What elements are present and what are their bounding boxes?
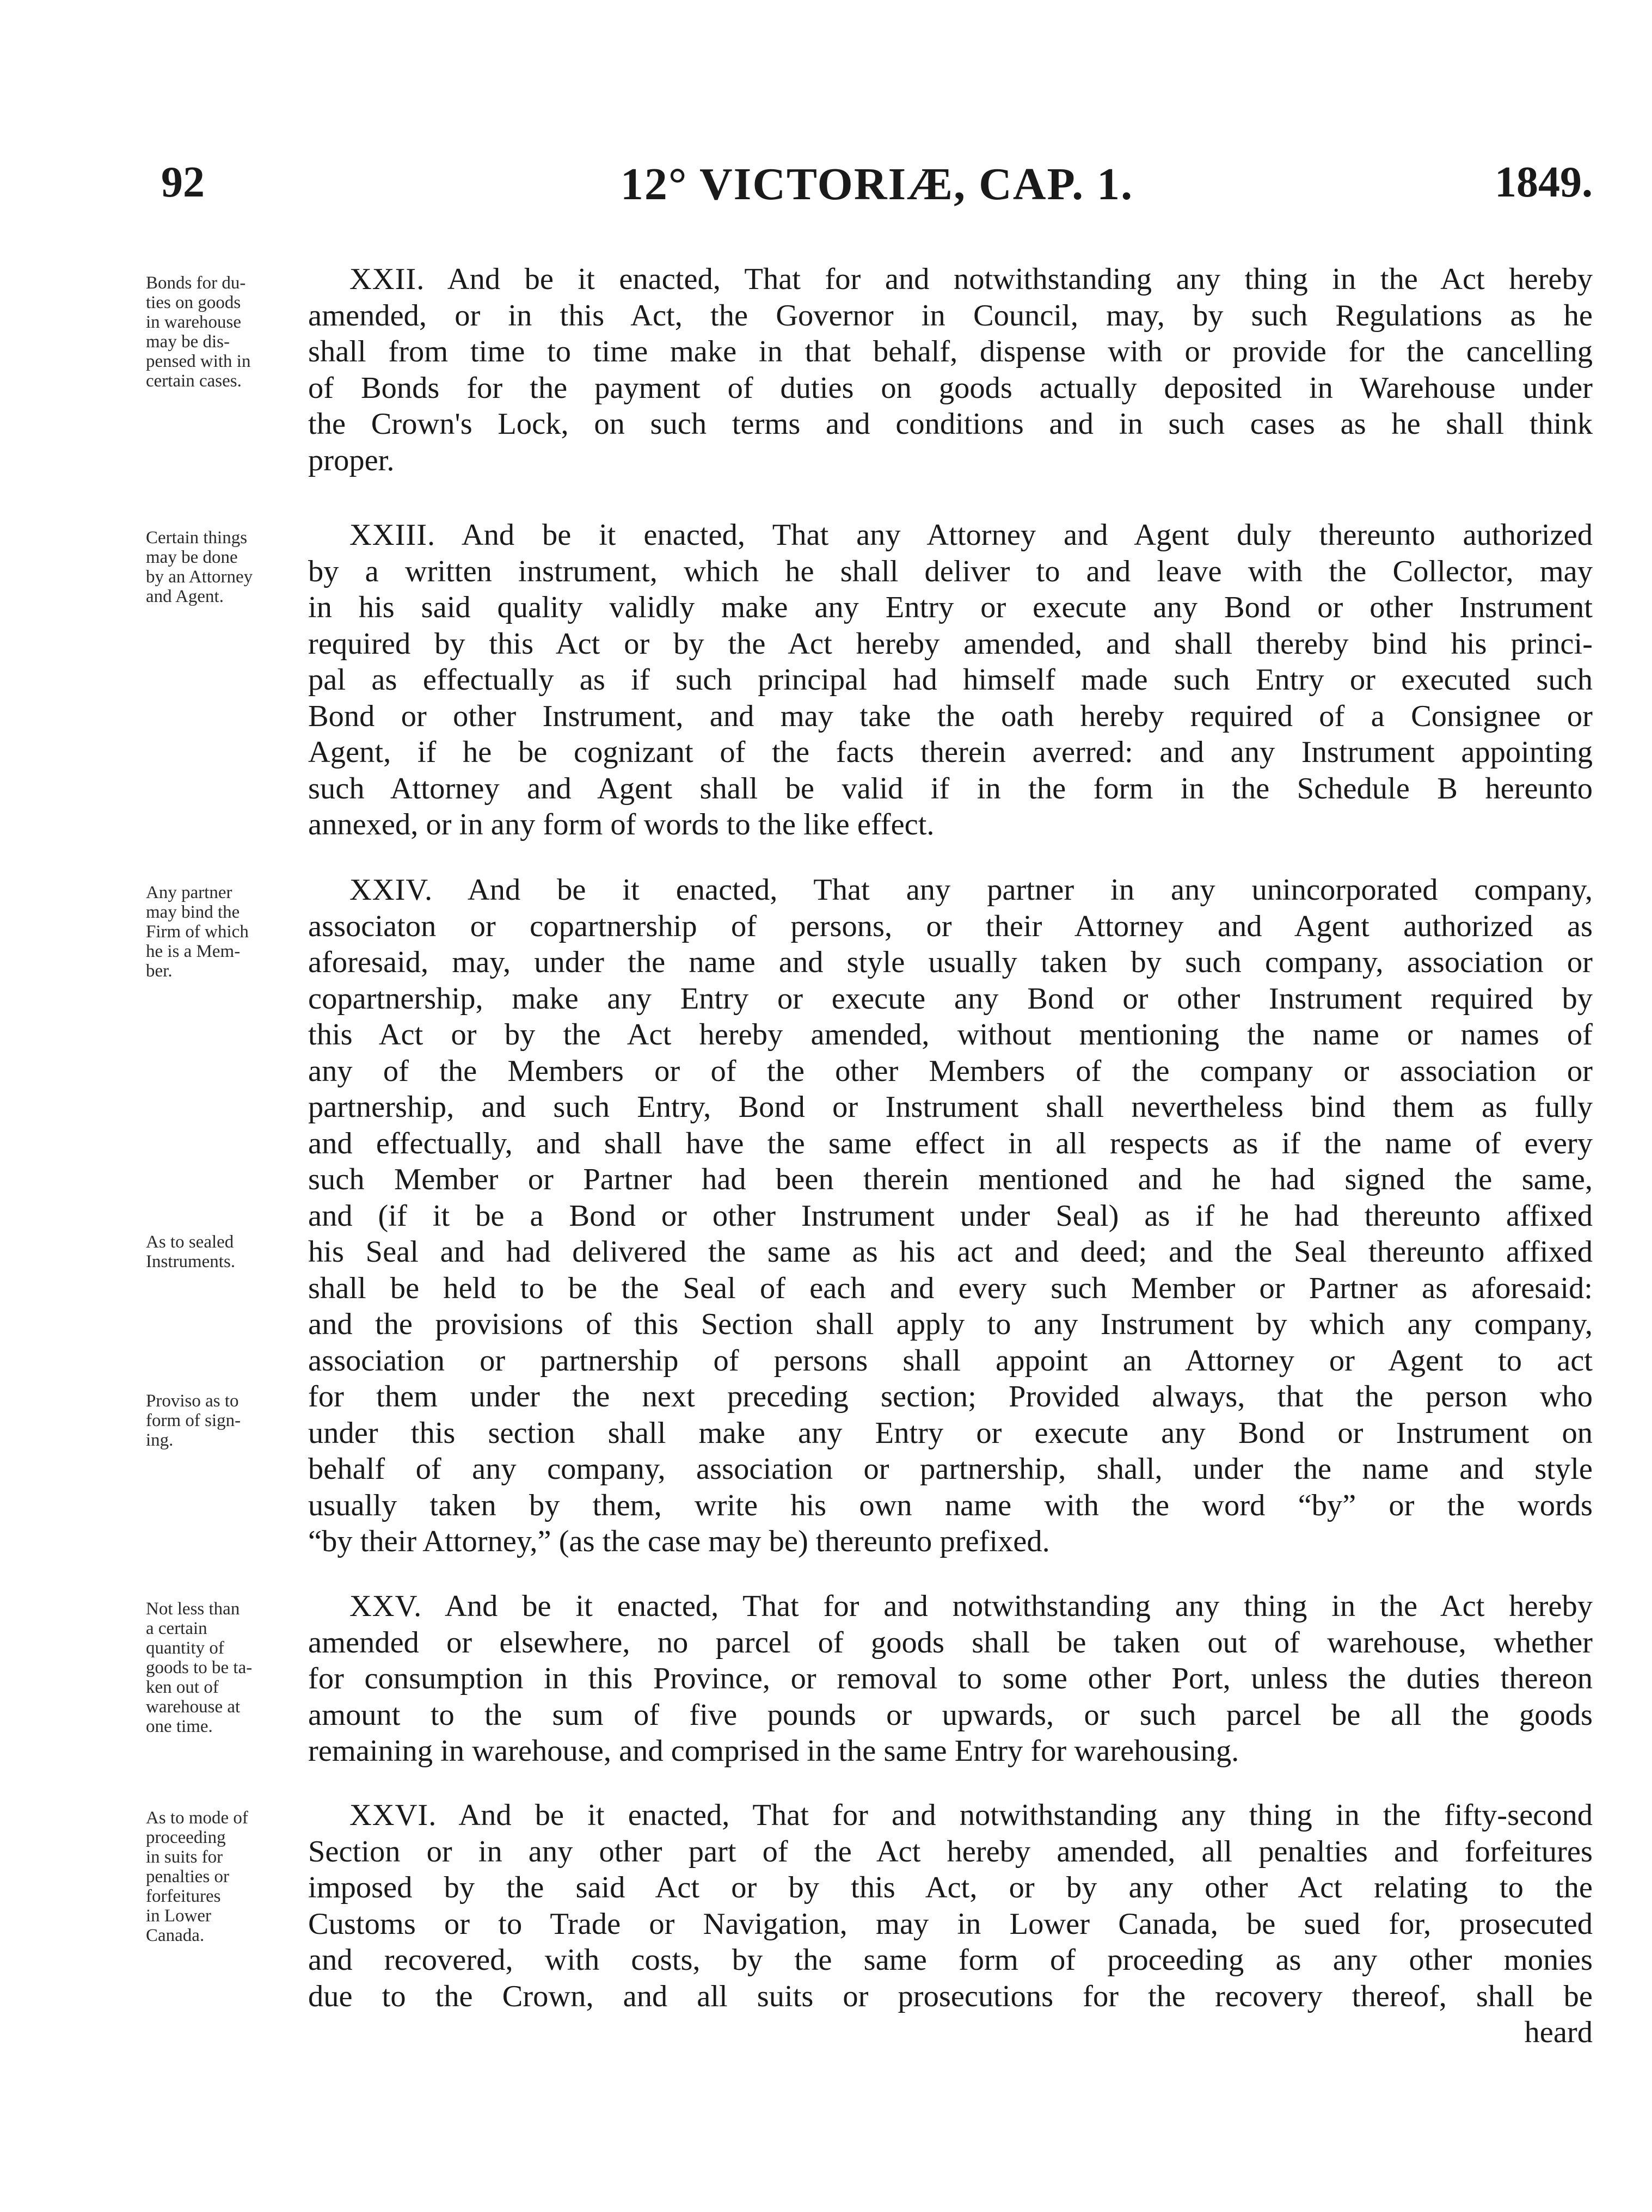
side-note-proceeding: As to mode of proceeding in suits for penalties or forfeitures in Lower Canada. — [146, 1808, 248, 1945]
side-note-proviso: Proviso as to form of sign- ing. — [146, 1391, 241, 1450]
page-year: 1849. — [1495, 158, 1593, 206]
side-note-bonds: Bonds for du- ties on goods in warehouse may be dis- pensed with in certain cases. — [146, 273, 251, 391]
section-text: XXIV. And be it enacted, That any partner in any unincorporated company, associaton or copartnership of persons, or their Attorney and Agent authorized as aforesaid, may, under the name and style usually taken by such company, association or copartnership, make any Entry or execute any Bond or other Instrument required by this Act or by the Act hereby amended, without mentioning the name or names of any of the Members or of the other Members of the company or association or partnership, and such Entry, Bond or Instrument shall nevertheless bind them as fully and effectually, and shall have the same effect in all respects as if the name of every such Member or Partner had been therein mentioned and he had signed the same, and (if it be a Bond or other Instrument under Seal) as if he had thereunto affixed his Seal and had delivered the same as his act and deed; and the Seal thereunto affixed shall be held to be the Seal of each and every such Member or Partner as aforesaid: and the provisions of this Section shall apply to any Instrument by which any company, association or partnership of persons shall appoint an Attorney or Agent to act for them under the next preceding section; Provided always, that the person who under this section shall make any Entry or execute any Bond or Instrument on behalf of any company, association or partnership, shall, under the name and style usually taken by them, write his own name with the word “by” or the words “by their Attorney,” (as the case may be) thereunto prefixed. — [308, 873, 1593, 1558]
section-numeral: XXIII. — [349, 518, 436, 552]
side-note-quantity: Not less than a certain quantity of goods to be ta- ken out of warehouse at one time. — [146, 1599, 253, 1736]
section-numeral: XXII. — [349, 262, 425, 296]
section-text: XXV. And be it enacted, That for and notwithstanding any thing in the Act hereby amended or elsewhere, no parcel of goods shall be taken out of warehouse, whether for consumption in this Province, or removal to some other Port, unless the duties thereon amount to the sum of five pounds or upwards, or such parcel be all the goods remaining in warehouse, and comprised in the same Entry for warehousing. — [308, 1589, 1593, 1768]
section-numeral: XXVI. — [349, 1798, 437, 1832]
page-number: 92 — [161, 158, 205, 206]
side-note-partner: Any partner may bind the Firm of which he is a Mem- ber. — [146, 883, 249, 981]
section-text: XXII. And be it enacted, That for and notwithstanding any thing in the Act hereby amended, or in this Act, the Governor in Council, may, by such Regulations as he shall from time to time make in that behalf, dispense with or provide for the cancelling of Bonds for the payment of duties on goods actually deposited in Warehouse under the Crown's Lock, on such terms and conditions and in such cases as he shall think proper. — [308, 262, 1593, 477]
running-title: 12° VICTORIÆ, CAP. 1. — [620, 159, 1134, 210]
catchword: heard — [1524, 2016, 1593, 2049]
section-text: XXVI. And be it enacted, That for and notwithstanding any thing in the fifty-second Section or in any other part of the Act hereby amended, all penalties and forfeitures imposed by the said Act or by this Act, or by any other Act relating to the Customs or to Trade or Navigation, may in Lower Canada, be sued for, prosecuted and recovered, with costs, by the same form of proceeding as any other monies due to the Crown, and all suits or prosecutions for the recovery thereof, shall be heard — [308, 1797, 1593, 2051]
side-note-attorney: Certain things may be done by an Attorney and Agent. — [146, 528, 253, 606]
section-text: XXIII. And be it enacted, That any Attorney and Agent duly thereunto authorized by a written instrument, which he shall deliver to and leave with the Collector, may in his said quality validly make any Entry or execute any Bond or other Instrument required by this Act or by the Act hereby amended, and shall thereby bind his princi- pal as effectually as if such principal had himself made such Entry or executed such Bond or other Instrument, and may take the oath hereby required of a Consignee or Agent, if he be cognizant of the facts therein averred: and any Instrument appointing such Attorney and Agent shall be valid if in the form in the Schedule B hereunto annexed, or in any form of words to the like effect. — [308, 518, 1593, 841]
page-header — [161, 158, 1593, 223]
side-note-sealed: As to sealed Instruments. — [146, 1232, 236, 1271]
section-numeral: XXV. — [349, 1589, 422, 1623]
section-numeral: XXIV. — [349, 873, 433, 907]
